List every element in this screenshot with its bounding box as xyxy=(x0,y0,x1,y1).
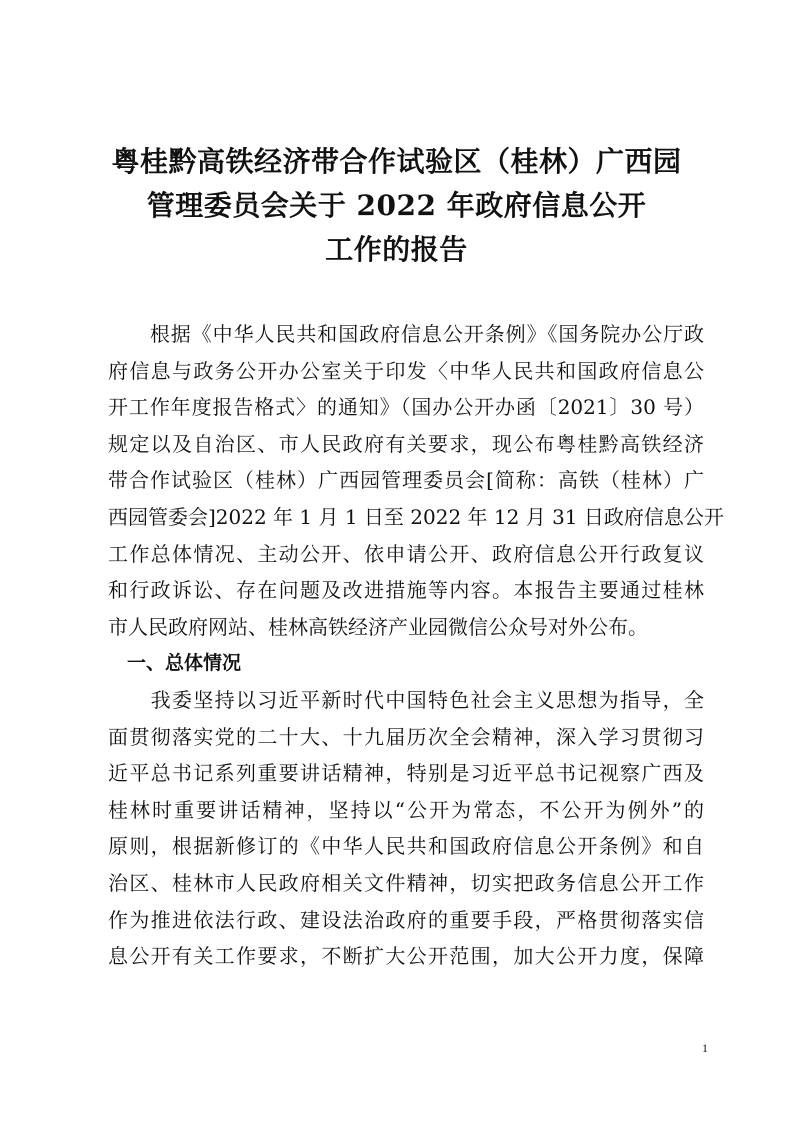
page-number: 1 xyxy=(702,1041,708,1055)
section-paragraph-line: 治区、桂林市人民政府相关文件精神，切实把政务信息公开工作 xyxy=(108,870,704,895)
intro-paragraph-line: 开工作年度报告格式〉的通知》（国办公开办函〔2021〕30 号） xyxy=(108,395,704,420)
section-paragraph-line: 作为推进依法行政、建设法治政府的重要手段，严格贯彻落实信 xyxy=(108,907,704,932)
intro-paragraph-line: 规定以及自治区、市人民政府有关要求，现公布粤桂黔高铁经济 xyxy=(108,431,704,456)
section-paragraph-line: 近平总书记系列重要讲话精神，特别是习近平总书记视察广西及 xyxy=(108,761,704,786)
intro-paragraph-line: 西园管委会]2022 年 1 月 1 日至 2022 年 12 月 31 日政府信息公开 xyxy=(108,504,724,529)
intro-paragraph-line: 府信息与政务公开办公室关于印发〈中华人民共和国政府信息公 xyxy=(108,358,704,383)
title-line: 管理委员会关于 2022 年政府信息公开 xyxy=(146,189,647,222)
section-paragraph-line: 面贯彻落实党的二十大、十九届历次全会精神，深入学习贯彻习 xyxy=(108,724,704,749)
document-title xyxy=(95,140,698,272)
section-heading: 一、总体情况 xyxy=(108,652,242,675)
section-paragraph-line: 我委坚持以习近平新时代中国特色社会主义思想为指导，全 xyxy=(108,687,704,712)
section-paragraph-line: 桂林时重要讲话精神，坚持以“公开为常态，不公开为例外”的 xyxy=(108,797,704,822)
intro-paragraph-line: 工作总体情况、主动公开、依申请公开、政府信息公开行政复议 xyxy=(108,541,704,566)
intro-paragraph-line: 市人民政府网站、桂林高铁经济产业园微信公众号对外公布。 xyxy=(108,614,648,639)
intro-paragraph-line: 带合作试验区（桂林）广西园管理委员会[简称：高铁（桂林）广 xyxy=(108,468,704,493)
section-paragraph-line: 原则，根据新修订的《中华人民共和国政府信息公开条例》和自 xyxy=(108,834,704,859)
intro-paragraph-line: 根据《中华人民共和国政府信息公开条例》《国务院办公厅政 xyxy=(108,322,704,346)
intro-paragraph-line: 和行政诉讼、存在问题及改进措施等内容。本报告主要通过桂林 xyxy=(108,578,704,603)
section-paragraph-line: 息公开有关工作要求，不断扩大公开范围，加大公开力度，保障 xyxy=(108,944,704,969)
title-line: 粤桂黔高铁经济带合作试验区（桂林）广西园 xyxy=(111,145,682,178)
title-line: 工作的报告 xyxy=(325,233,468,266)
document-body xyxy=(108,316,724,975)
